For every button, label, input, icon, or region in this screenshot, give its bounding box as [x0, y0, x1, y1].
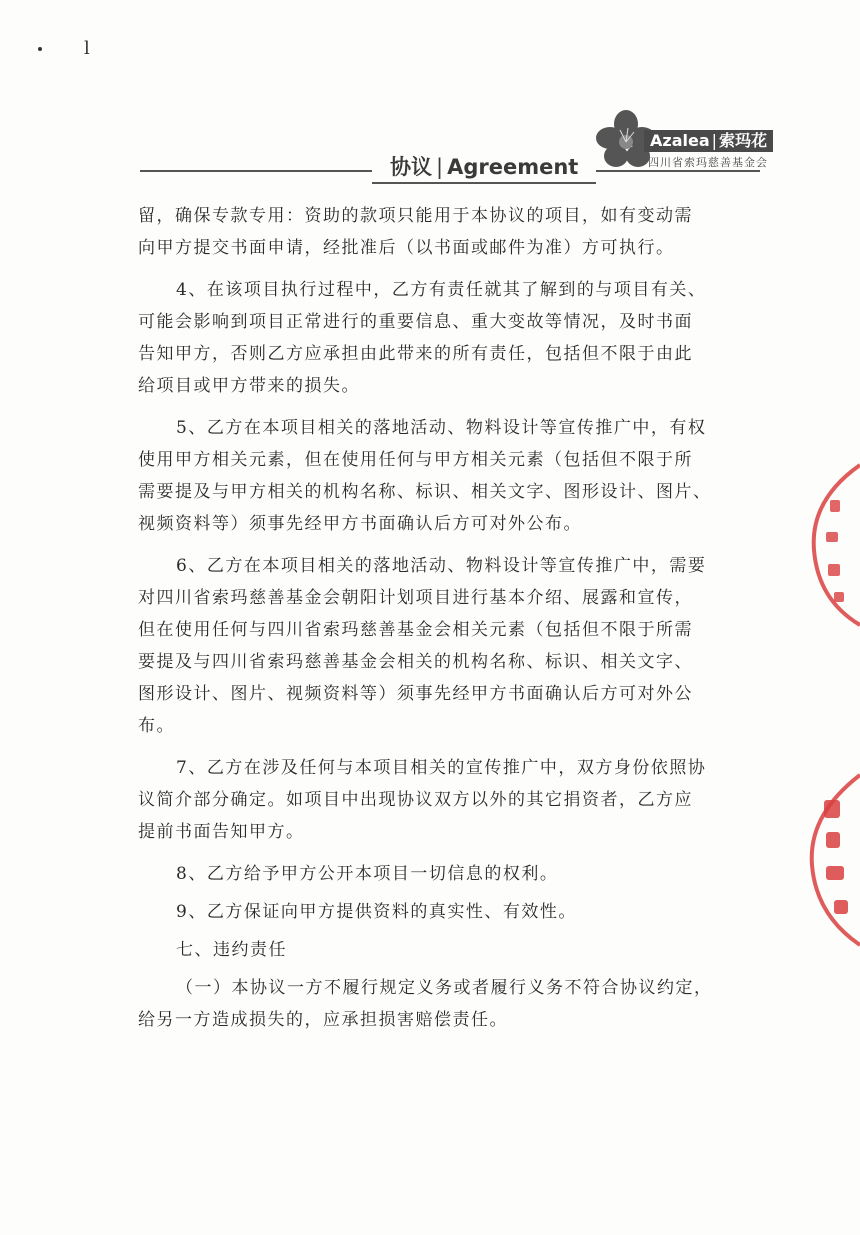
paragraph [138, 896, 750, 928]
logo-separator: | [711, 131, 718, 150]
text-line: 4、在该项目执行过程中，乙方有责任就其了解到的与项目有关、 [176, 280, 707, 300]
text-line: 使用甲方相关元素，但在使用任何与甲方相关元素（包括但不限于所 [138, 450, 693, 470]
paragraph [138, 934, 750, 966]
logo-brand-cn: 索玛花 [719, 131, 768, 150]
text-line: 图形设计、图片、视频资料等）须事先经甲方书面确认后方可对外公 [138, 684, 693, 704]
text-line: 布。 [138, 716, 175, 736]
paragraph [138, 200, 750, 264]
azalea-logo [592, 108, 782, 174]
text-line: 5、乙方在本项目相关的落地活动、物料设计等宣传推广中，有权 [176, 418, 707, 438]
text-line: 要提及与四川省索玛慈善基金会相关的机构名称、标识、相关文字、 [138, 652, 693, 672]
corner-mark [38, 38, 90, 59]
logo-brand [644, 130, 773, 152]
text-line: 给另一方造成损失的，应承担损害赔偿责任。 [138, 1010, 508, 1030]
text-line: 向甲方提交书面申请，经批准后（以书面或邮件为准）方可执行。 [138, 238, 675, 258]
paragraph [138, 550, 750, 742]
logo-brand-en: Azalea [650, 131, 710, 150]
corner-mark-text: l [84, 38, 90, 59]
paragraph [138, 752, 750, 848]
text-line: 但在使用任何与四川省索玛慈善基金会相关元素（包括但不限于所需 [138, 620, 693, 640]
text-line: 议简介部分确定。如项目中出现协议双方以外的其它捐资者，乙方应 [138, 790, 693, 810]
text-line: 9、乙方保证向甲方提供资料的真实性、有效性。 [176, 902, 577, 922]
text-line: 可能会影响到项目正常进行的重要信息、重大变故等情况，及时书面 [138, 312, 693, 332]
text-line: 对四川省索玛慈善基金会朝阳计划项目进行基本介绍、展露和宣传， [138, 588, 693, 608]
header-title-en: Agreement [447, 155, 579, 179]
text-line: 七、违约责任 [176, 940, 287, 960]
header-title [372, 152, 596, 184]
text-line: 需要提及与甲方相关的机构名称、标识、相关文字、图形设计、图片、 [138, 482, 712, 502]
official-seal-top [800, 460, 860, 630]
text-line: 留，确保专款专用：资助的款项只能用于本协议的项目，如有变动需 [138, 206, 693, 226]
text-line: 视频资料等）须事先经甲方书面确认后方可对外公布。 [138, 514, 582, 534]
logo-subtitle: 四川省索玛慈善基金会 [648, 156, 768, 169]
text-line: 给项目或甲方带来的损失。 [138, 376, 360, 396]
header-separator: | [436, 155, 444, 179]
paragraph [138, 858, 750, 890]
scan-dot [38, 47, 42, 51]
text-line: 7、乙方在涉及任何与本项目相关的宣传推广中，双方身份依照协 [176, 758, 707, 778]
header-title-cn: 协议 [390, 155, 432, 179]
text-line: 6、乙方在本项目相关的落地活动、物料设计等宣传推广中，需要 [176, 556, 707, 576]
paragraph [138, 972, 750, 1036]
text-line: 8、乙方给予甲方公开本项目一切信息的权利。 [176, 864, 559, 884]
text-line: 提前书面告知甲方。 [138, 822, 305, 842]
paragraph [138, 412, 750, 540]
text-line: 告知甲方，否则乙方应承担由此带来的所有责任，包括但不限于由此 [138, 344, 693, 364]
official-seal-bottom [800, 770, 860, 950]
text-line: （一）本协议一方不履行规定义务或者履行义务不符合协议约定， [176, 978, 713, 998]
paragraph [138, 274, 750, 402]
agreement-body [138, 200, 750, 1046]
